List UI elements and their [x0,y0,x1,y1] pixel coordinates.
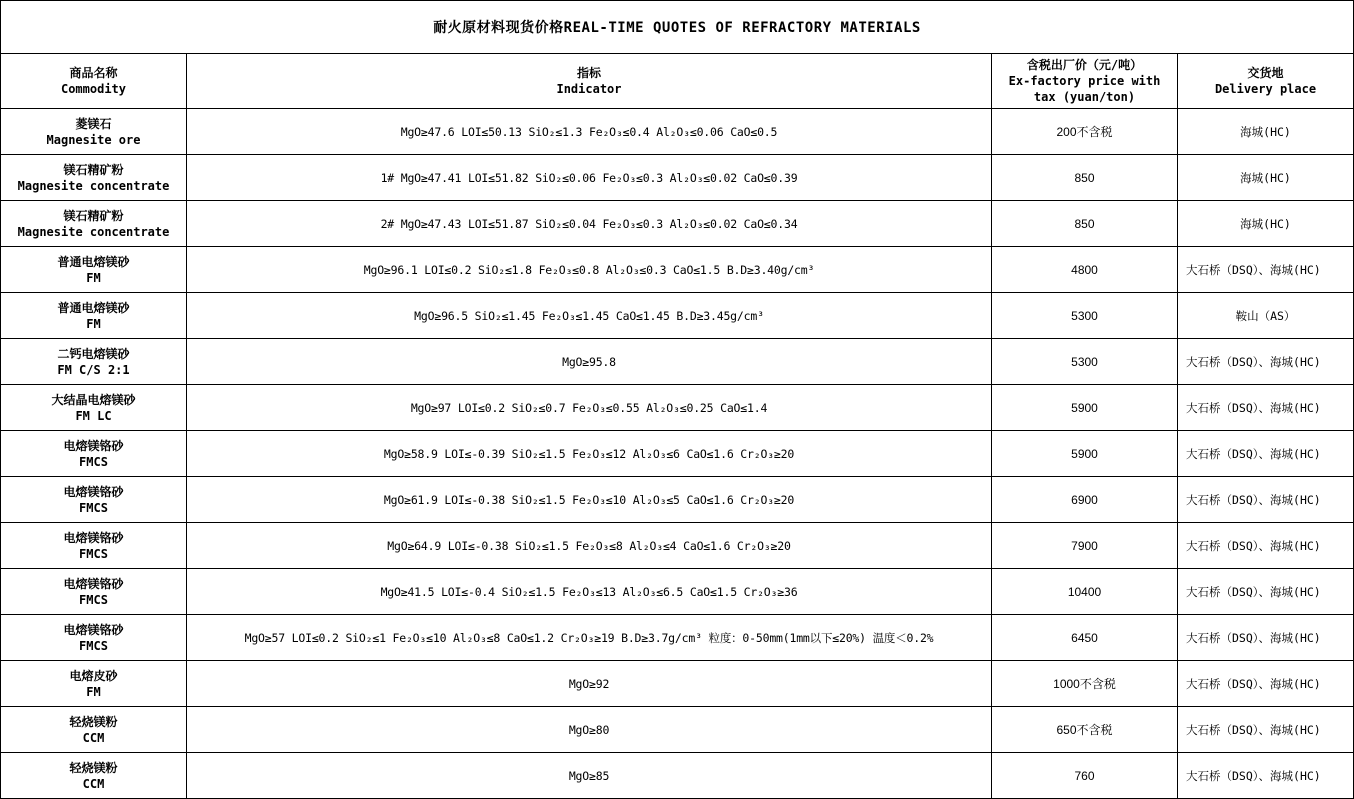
price-cell: 6900 [992,477,1178,523]
commodity-name-en: FM [86,684,101,699]
header-indicator-cn: 指标 [576,66,601,80]
price-cell: 760 [992,753,1178,799]
table-row [1,385,1354,431]
commodity-cell [1,339,187,385]
commodity-name-cn: 轻烧镁粉 [69,714,118,729]
commodity-cell [1,707,187,753]
table-title: 耐火原材料现货价格REAL-TIME QUOTES OF REFRACTORY MATERIALS [1,1,1354,54]
indicator-cell: MgO≥64.9 LOI≤-0.38 SiO₂≤1.5 Fe₂O₃≤8 Al₂O₃≤4 CaO≤1.6 Cr₂O₃≥20 [187,523,992,569]
commodity-name-cn: 电熔镁铬砂 [63,622,124,637]
price-cell: 5900 [992,385,1178,431]
header-price-cn: 含税出厂价（元/吨） [1026,58,1143,72]
delivery-place-cell: 大石桥（DSQ）、海城(HC) [1178,661,1354,707]
table-row [1,615,1354,661]
table-row [1,293,1354,339]
commodity-cell [1,293,187,339]
table-row [1,155,1354,201]
header-price-en-2: tax (yuan/ton) [1033,90,1136,104]
delivery-place-cell: 大石桥（DSQ）、海城(HC) [1178,615,1354,661]
commodity-name-cn: 电熔镁铬砂 [63,530,124,545]
table-row [1,247,1354,293]
commodity-name-cn: 二钙电熔镁砂 [57,346,130,361]
commodity-name-en: Magnesite concentrate [17,178,170,193]
header-commodity-en: Commodity [60,82,127,96]
commodity-name-en: CCM [82,776,105,791]
price-cell: 7900 [992,523,1178,569]
commodity-name-cn: 电熔皮砂 [69,668,118,683]
table-row [1,523,1354,569]
indicator-cell: MgO≥92 [187,661,992,707]
delivery-place-cell: 大石桥（DSQ）、海城(HC) [1178,247,1354,293]
table-row [1,707,1354,753]
commodity-name-en: FMCS [79,546,108,561]
table-row [1,753,1354,799]
commodity-cell [1,753,187,799]
indicator-cell: MgO≥85 [187,753,992,799]
delivery-place-cell: 海城(HC) [1178,109,1354,155]
price-cell: 5300 [992,339,1178,385]
indicator-cell: MgO≥57 LOI≤0.2 SiO₂≤1 Fe₂O₃≤10 Al₂O₃≤8 CaO≤1.2 Cr₂O₃≥19 B.D≥3.7g/cm³ 粒度：0-50mm(1mm以下≤20%) 温度＜0.2% [187,615,992,661]
commodity-name-en: FMCS [79,592,108,607]
header-row [1,54,1354,109]
header-indicator [187,54,992,109]
commodity-cell [1,201,187,247]
price-cell: 850 [992,155,1178,201]
commodity-name-cn: 电熔镁铬砂 [63,576,124,591]
commodity-name-en: FMCS [79,454,108,469]
delivery-place-cell: 大石桥（DSQ）、海城(HC) [1178,431,1354,477]
commodity-name-cn: 电熔镁铬砂 [63,484,124,499]
price-cell: 5900 [992,431,1178,477]
commodity-name-cn: 镁石精矿粉 [63,162,124,177]
commodity-name-en: CCM [82,730,105,745]
indicator-cell: MgO≥96.1 LOI≤0.2 SiO₂≤1.8 Fe₂O₃≤0.8 Al₂O₃≤0.3 CaO≤1.5 B.D≥3.40g/cm³ [187,247,992,293]
table-row [1,569,1354,615]
commodity-cell [1,385,187,431]
price-cell: 850 [992,201,1178,247]
commodity-name-en: Magnesite ore [46,132,141,147]
commodity-cell [1,523,187,569]
price-cell: 200不含税 [992,109,1178,155]
header-indicator-en: Indicator [556,82,622,96]
header-commodity [1,54,187,109]
table-row [1,109,1354,155]
commodity-cell [1,155,187,201]
commodity-name-en: FM LC [75,408,112,423]
commodity-name-en: Magnesite concentrate [17,224,170,239]
delivery-place-cell: 大石桥（DSQ）、海城(HC) [1178,707,1354,753]
price-cell: 5300 [992,293,1178,339]
commodity-name-en: FMCS [79,500,108,515]
table-row [1,661,1354,707]
commodity-name-en: FM [86,270,101,285]
delivery-place-cell: 海城(HC) [1178,155,1354,201]
header-delivery-place [1178,54,1354,109]
table-row [1,477,1354,523]
commodity-cell [1,477,187,523]
indicator-cell: 2# MgO≥47.43 LOI≤51.87 SiO₂≤0.04 Fe₂O₃≤0.3 Al₂O₃≤0.02 CaO≤0.34 [187,201,992,247]
commodity-name-cn: 普通电熔镁砂 [57,254,130,269]
header-place-en: Delivery place [1214,82,1317,96]
commodity-cell [1,569,187,615]
indicator-cell: MgO≥95.8 [187,339,992,385]
commodity-cell [1,431,187,477]
indicator-cell: MgO≥41.5 LOI≤-0.4 SiO₂≤1.5 Fe₂O₃≤13 Al₂O₃≤6.5 CaO≤1.5 Cr₂O₃≥36 [187,569,992,615]
header-price-en-1: Ex-factory price with [1008,74,1161,88]
commodity-cell [1,615,187,661]
price-cell: 4800 [992,247,1178,293]
commodity-name-en: FM C/S 2:1 [57,362,130,377]
commodity-name-en: FM [86,316,101,331]
table-row [1,431,1354,477]
indicator-cell: MgO≥96.5 SiO₂≤1.45 Fe₂O₃≤1.45 CaO≤1.45 B.D≥3.45g/cm³ [187,293,992,339]
price-cell: 6450 [992,615,1178,661]
commodity-name-cn: 大结晶电熔镁砂 [51,392,136,407]
title-row [1,1,1354,54]
delivery-place-cell: 大石桥（DSQ）、海城(HC) [1178,385,1354,431]
indicator-cell: 1# MgO≥47.41 LOI≤51.82 SiO₂≤0.06 Fe₂O₃≤0.3 Al₂O₃≤0.02 CaO≤0.39 [187,155,992,201]
indicator-cell: MgO≥47.6 LOI≤50.13 SiO₂≤1.3 Fe₂O₃≤0.4 Al₂O₃≤0.06 CaO≤0.5 [187,109,992,155]
table-row [1,201,1354,247]
header-price [992,54,1178,109]
commodity-cell [1,661,187,707]
table-row [1,339,1354,385]
commodity-name-cn: 轻烧镁粉 [69,760,118,775]
delivery-place-cell: 大石桥（DSQ）、海城(HC) [1178,569,1354,615]
commodity-cell [1,109,187,155]
delivery-place-cell: 大石桥（DSQ）、海城(HC) [1178,753,1354,799]
delivery-place-cell: 大石桥（DSQ）、海城(HC) [1178,477,1354,523]
delivery-place-cell: 大石桥（DSQ）、海城(HC) [1178,523,1354,569]
indicator-cell: MgO≥61.9 LOI≤-0.38 SiO₂≤1.5 Fe₂O₃≤10 Al₂O₃≤5 CaO≤1.6 Cr₂O₃≥20 [187,477,992,523]
price-cell: 650不含税 [992,707,1178,753]
indicator-cell: MgO≥58.9 LOI≤-0.39 SiO₂≤1.5 Fe₂O₃≤12 Al₂O₃≤6 CaO≤1.6 Cr₂O₃≥20 [187,431,992,477]
delivery-place-cell: 大石桥（DSQ）、海城(HC) [1178,339,1354,385]
header-place-cn: 交货地 [1247,66,1284,80]
indicator-cell: MgO≥97 LOI≤0.2 SiO₂≤0.7 Fe₂O₃≤0.55 Al₂O₃≤0.25 CaO≤1.4 [187,385,992,431]
commodity-cell [1,247,187,293]
price-cell: 1000不含税 [992,661,1178,707]
commodity-name-cn: 镁石精矿粉 [63,208,124,223]
indicator-cell: MgO≥80 [187,707,992,753]
delivery-place-cell: 鞍山（AS） [1178,293,1354,339]
price-cell: 10400 [992,569,1178,615]
header-commodity-cn: 商品名称 [69,66,118,80]
commodity-name-en: FMCS [79,638,108,653]
commodity-name-cn: 菱镁石 [75,116,112,131]
commodity-name-cn: 普通电熔镁砂 [57,300,130,315]
delivery-place-cell: 海城(HC) [1178,201,1354,247]
commodity-name-cn: 电熔镁铬砂 [63,438,124,453]
